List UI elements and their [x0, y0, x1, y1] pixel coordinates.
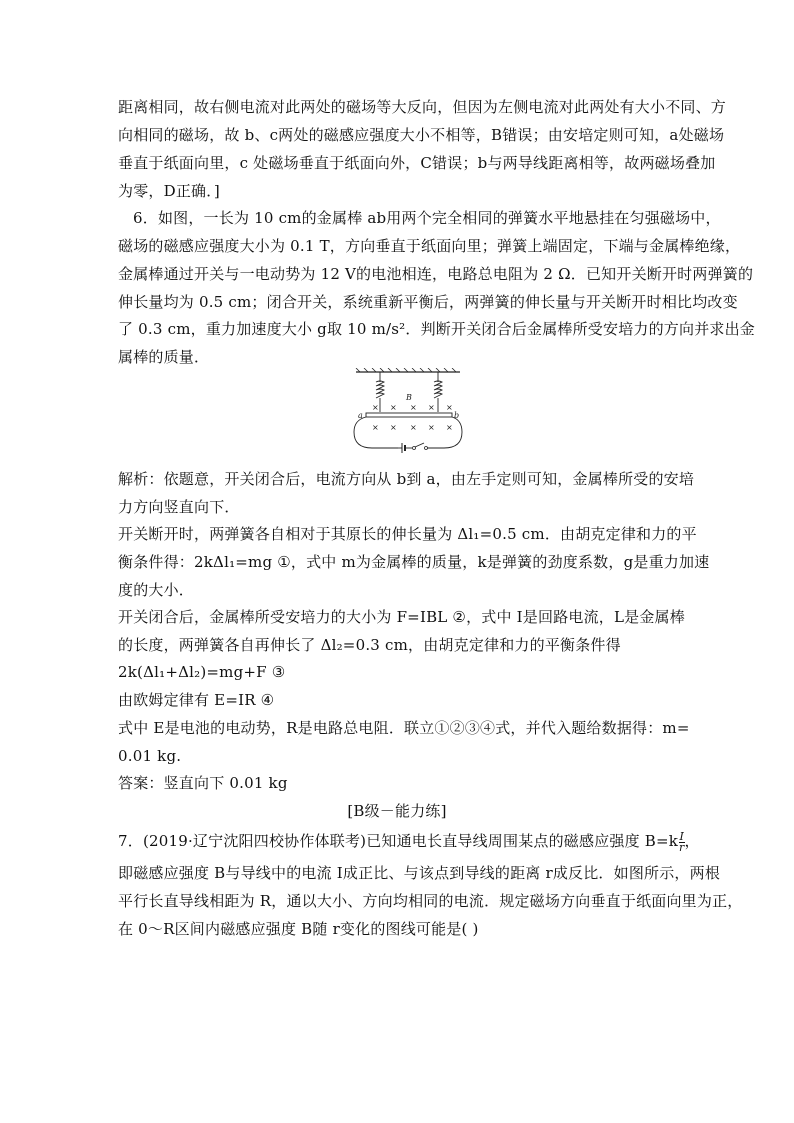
text-line: 了 0.3 cm，重力加速度大小 g取 10 m/s²．判断开关闭合后金属棒所受安培力的方向并求出金	[118, 320, 756, 338]
solution-line: 开关闭合后，金属棒所受安培力的大小为 F=IBL ②，式中 I是回路电流，L是金属棒	[118, 608, 685, 626]
magnetic-field-crosses	[372, 403, 453, 432]
question-7-line: 在 0～R区间内磁感应强度 B随 r变化的图线可能是( )	[118, 920, 479, 938]
cross-mark: ×	[428, 423, 435, 432]
equation-3: 2k(Δl₁+Δl₂)=mg+F ③	[118, 663, 286, 681]
cross-mark: ×	[390, 423, 397, 432]
text-line: 属棒的质量．	[118, 348, 210, 366]
text-line: 垂直于纸面向里，c 处磁场垂直于纸面向外，C错误；b与两导线距离相等，故两磁场叠加	[118, 154, 716, 172]
solution-line: 的长度，两弹簧各自再伸长了 Δl₂=0.3 cm，由胡克定律和力的平衡条件得	[118, 636, 621, 654]
question-7-text: 7．(2019·辽宁沈阳四校协作体联考)已知通电长直导线周围某点的磁感应强度 B=k	[118, 832, 679, 850]
field-label: B	[406, 393, 412, 402]
end-a-label: a	[358, 411, 363, 420]
text-line: 金属棒通过开关与一电动势为 12 V的电池相连，电路总电阻为 2 Ω．已知开关断开时两弹簧的	[118, 265, 754, 283]
switch-icon	[413, 443, 429, 450]
cross-mark: ×	[372, 423, 379, 432]
question-7-line: 平行长直导线相距为 R，通以大小、方向均相同的电流．规定磁场方向垂直于纸面向里为正，	[118, 892, 743, 910]
battery-icon	[398, 443, 412, 453]
solution-line: 力方向竖直向下．	[118, 498, 240, 516]
metal-rod	[366, 413, 452, 417]
text-line: 磁场的磁感应强度大小为 0.1 T，方向垂直于纸面向里；弹簧上端固定，下端与金属棒绝缘，	[118, 237, 741, 255]
question-7-line: 即磁感应强度 B与导线中的电流 I成正比、与该点到导线的距离 r成反比．如图所示，两根	[118, 864, 721, 882]
solution-line: 式中 E是电池的电动势，R是电路总电阻．联立①②③④式，并代入题给数据得：m=	[118, 719, 690, 737]
circuit-wire-left	[354, 417, 398, 448]
question-7-comma: ，	[684, 832, 700, 850]
circuit-wire-right	[428, 417, 462, 448]
right-spring	[434, 372, 442, 412]
cross-mark: ×	[446, 423, 453, 432]
question-7-line	[118, 830, 700, 853]
text-line: 为零，D正确．]	[118, 182, 220, 200]
fraction-denominator: r	[679, 840, 685, 854]
text-line: 向相同的磁场，故 b、c两处的磁感应强度大小不相等，B错误；由安培定则可知，a处磁场	[118, 126, 725, 144]
solution-line: 0.01 kg.	[118, 747, 182, 765]
cross-mark: ×	[428, 403, 435, 412]
end-b-label: b	[454, 411, 460, 420]
fraction-numerator: I	[679, 829, 685, 843]
spring-rod-circuit-diagram	[352, 368, 464, 460]
solution-line: 解析：依题意，开关闭合后，电流方向从 b到 a，由左手定则可知，金属棒所受的安培	[118, 470, 695, 488]
section-heading: [B级－能力练]	[347, 802, 447, 820]
answer-line: 答案：竖直向下 0.01 kg	[118, 774, 288, 792]
solution-line: 度的大小．	[118, 581, 195, 599]
question-6-line: 6．如图，一长为 10 cm的金属棒 ab用两个完全相同的弹簧水平地悬挂在匀强磁场中，	[133, 209, 721, 227]
solution-line: 衡条件得：2kΔl₁=mg ①，式中 m为金属棒的质量，k是弹簧的劲度系数，g是重力加速	[118, 553, 710, 571]
cross-mark: ×	[410, 423, 417, 432]
equation-4: 由欧姆定律有 E=IR ④	[118, 691, 275, 709]
text-line: 距离相同，故右侧电流对此两处的磁场等大反向，但因为左侧电流对此两处有大小不同、方	[118, 98, 727, 116]
cross-mark: ×	[372, 403, 379, 412]
text-line: 伸长量均为 0.5 cm；闭合开关，系统重新平衡后，两弹簧的伸长量与开关断开时相比均改变	[118, 293, 738, 311]
solution-line: 开关断开时，两弹簧各自相对于其原长的伸长量为 Δl₁=0.5 cm．由胡克定律和力的平	[118, 525, 697, 543]
cross-mark: ×	[410, 403, 417, 412]
cross-mark: ×	[446, 403, 453, 412]
cross-mark: ×	[390, 403, 397, 412]
